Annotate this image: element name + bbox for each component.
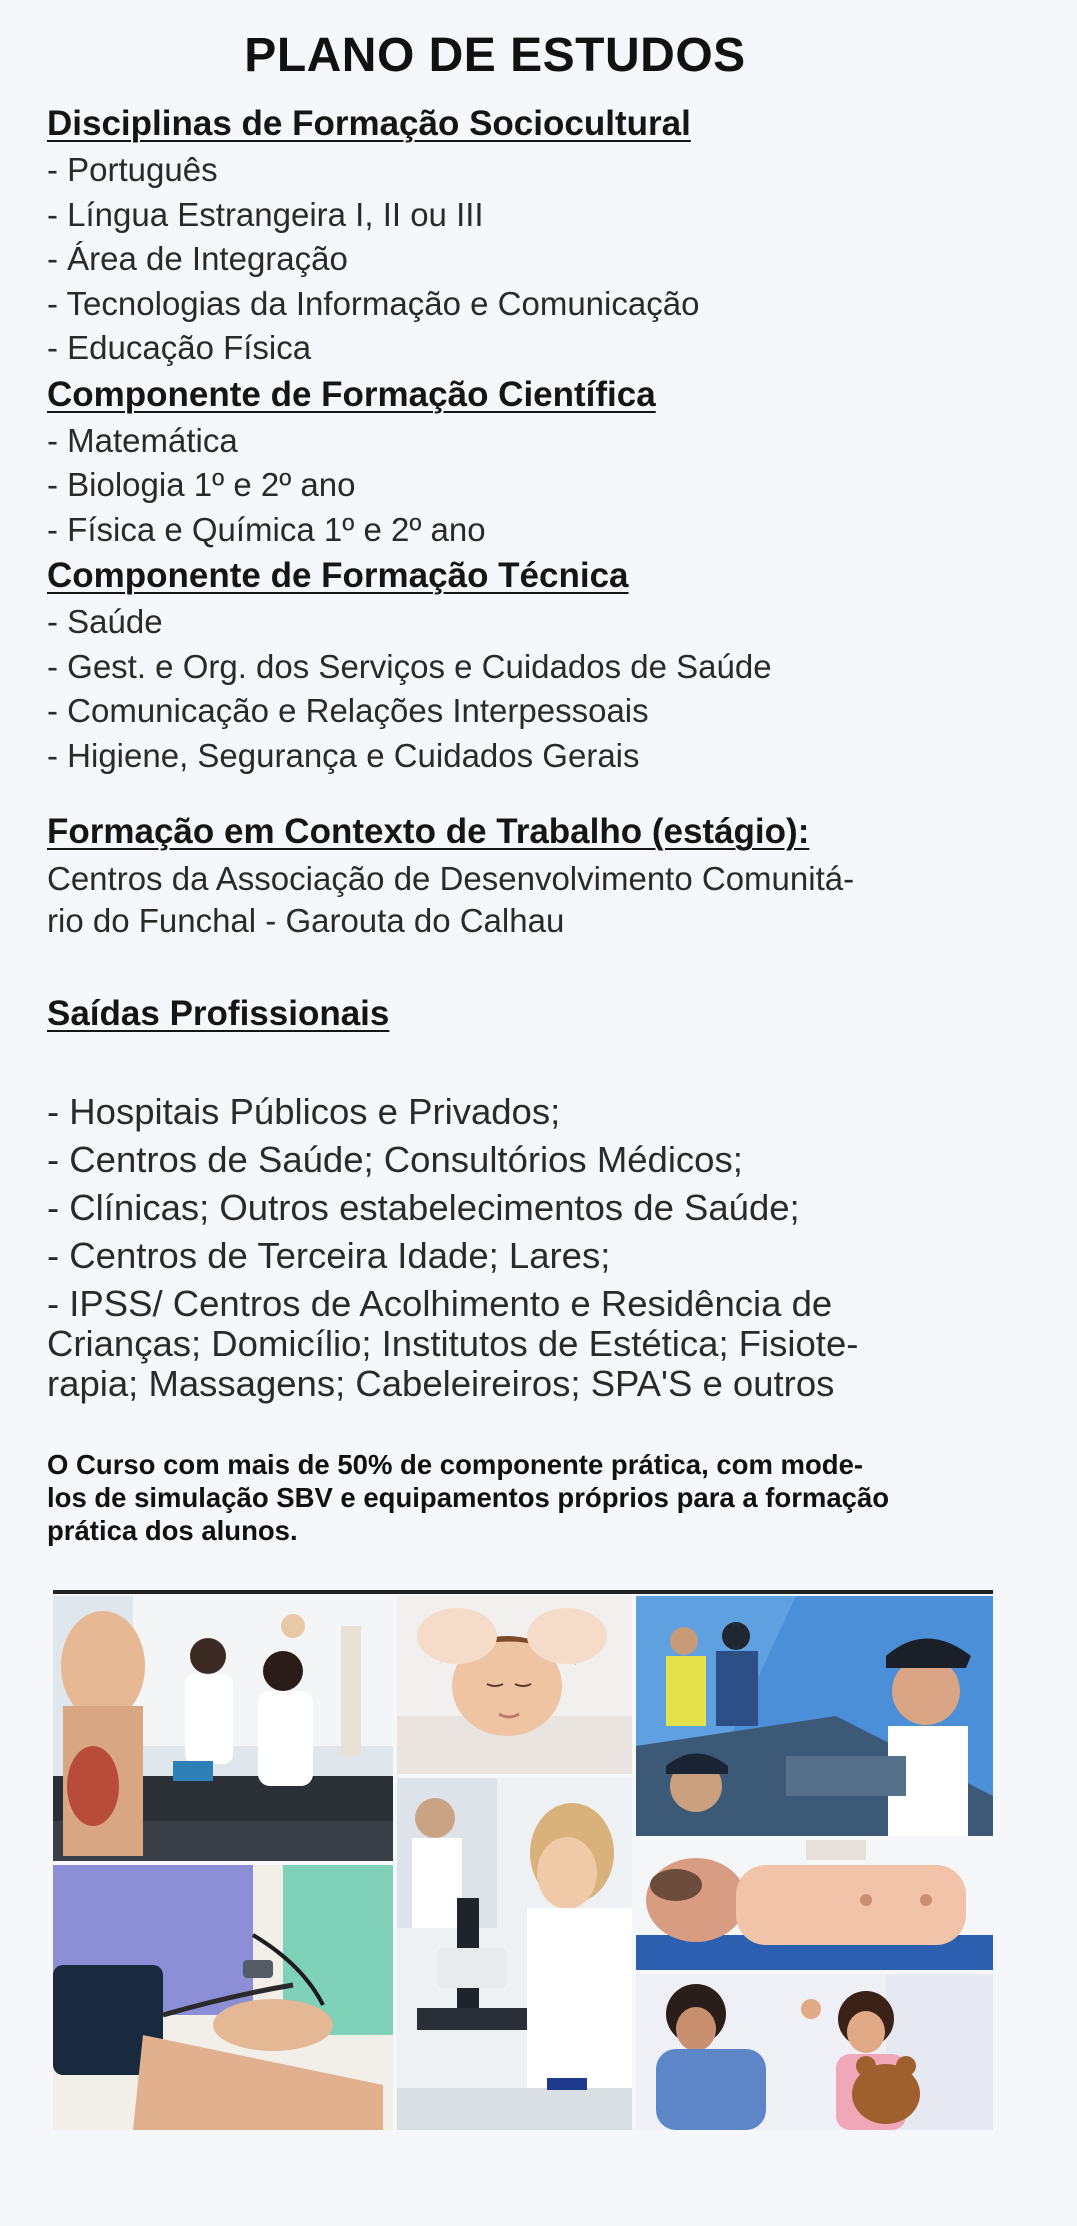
list-item: - Português xyxy=(47,151,218,188)
list-item: - Clínicas; Outros estabelecimentos de Saúde; xyxy=(47,1187,800,1228)
list-item: - IPSS/ Centros de Acolhimento e Residência de xyxy=(47,1283,833,1324)
heading-saidas: Saídas Profissionais xyxy=(47,994,390,1033)
list-sociocultural xyxy=(47,148,1007,371)
list-item: - Gest. e Org. dos Serviços e Cuidados de Saúde xyxy=(47,647,772,685)
list-item: - Física e Química 1º e 2º ano xyxy=(47,510,486,548)
note-line: O Curso com mais de 50% de componente prática, com mode- xyxy=(47,1449,864,1480)
blood-pressure-photo xyxy=(53,1865,393,2130)
list-item: - Área de Integração xyxy=(47,240,348,277)
list-item: - Língua Estrangeira I, II ou III xyxy=(47,195,484,233)
study-plan-content xyxy=(47,100,1007,1547)
list-item: - Hospitais Públicos e Privados; xyxy=(47,1091,561,1132)
list-saidas xyxy=(47,1088,1007,1404)
list-item: rapia; Massagens; Cabeleireiros; SPA'S e outros xyxy=(47,1363,835,1404)
list-item: Crianças; Domicílio; Institutos de Estética; Fisiote- xyxy=(47,1323,859,1364)
list-item: - Biologia 1º e 2º ano xyxy=(47,466,356,503)
heading-tecnica: Componente de Formação Técnica xyxy=(47,556,629,595)
estagio-text xyxy=(47,858,1007,942)
pediatric-care-photo xyxy=(636,1974,993,2130)
list-tecnica xyxy=(47,600,1007,778)
heading-estagio: Formação em Contexto de Trabalho (estágio): xyxy=(47,812,810,851)
list-item: - Higiene, Segurança e Cuidados Gerais xyxy=(47,736,640,774)
collage-divider xyxy=(53,1590,993,1594)
list-item: - Tecnologias da Informação e Comunicação xyxy=(47,284,700,322)
facial-massage-photo xyxy=(397,1596,632,1774)
list-item: - Educação Física xyxy=(47,329,312,366)
cpr-mannequin-photo xyxy=(636,1840,993,1970)
note-line: los de simulação SBV e equipamentos próprios para a formação xyxy=(47,1482,890,1513)
note-line: prática dos alunos. xyxy=(47,1515,298,1546)
police-officers-photo xyxy=(636,1596,993,1836)
heading-cientifica: Componente de Formação Científica xyxy=(47,374,656,414)
list-item: - Centros de Saúde; Consultórios Médicos; xyxy=(47,1139,743,1180)
list-item: - Comunicação e Relações Interpessoais xyxy=(47,692,649,729)
anatomy-lab-photo xyxy=(53,1596,393,1861)
practical-note xyxy=(47,1448,1007,1547)
list-cientifica xyxy=(47,419,1007,553)
microscope-lab-photo xyxy=(397,1778,632,2130)
list-item: - Centros de Terceira Idade; Lares; xyxy=(47,1235,611,1276)
list-item: - Saúde xyxy=(47,603,163,640)
paragraph-line: rio do Funchal - Garouta do Calhau xyxy=(47,902,565,939)
paragraph-line: Centros da Associação de Desenvolvimento Comunitá- xyxy=(47,860,855,897)
page-title: PLANO DE ESTUDOS xyxy=(244,29,746,82)
list-item: - Matemática xyxy=(47,421,238,459)
photo-collage xyxy=(53,1590,993,2135)
heading-sociocultural: Disciplinas de Formação Sociocultural xyxy=(47,104,691,143)
